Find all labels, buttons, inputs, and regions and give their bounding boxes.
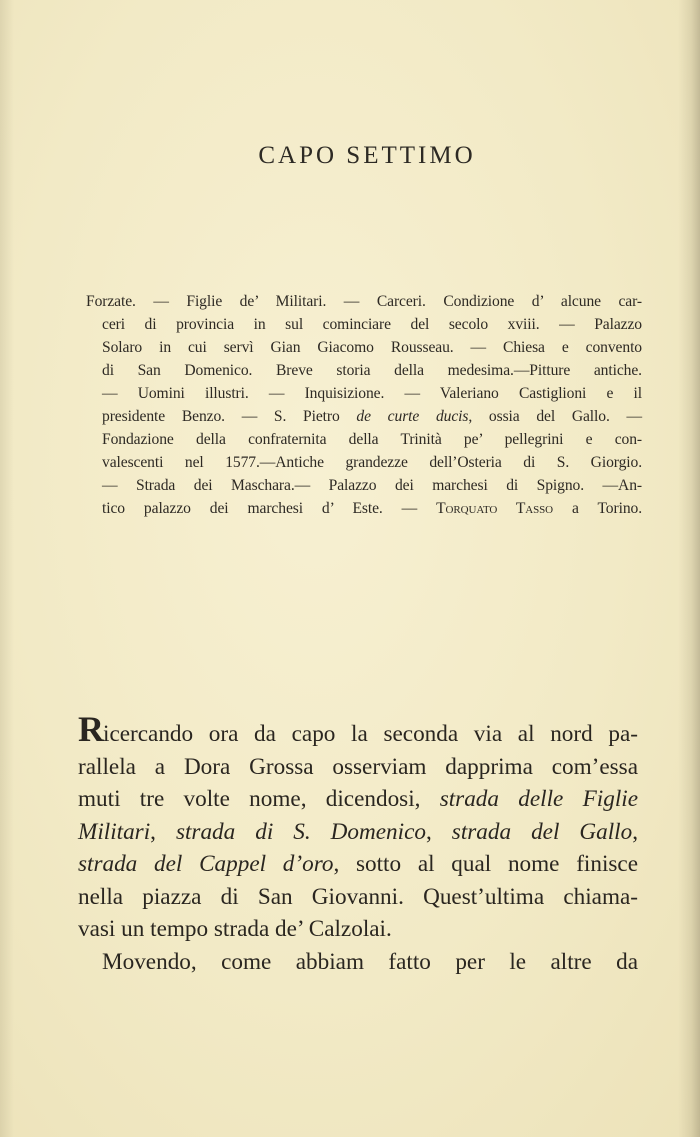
body-italic-street: strada delle Figlie <box>439 786 638 812</box>
body-line <box>78 816 638 849</box>
body-italic-street: Militari <box>78 818 151 845</box>
body-italic-street: strada di S. Domenico <box>175 818 426 845</box>
body-line <box>78 783 638 816</box>
summary-line: di San Domenico. Breve storia della medesima.—Pitture antiche. <box>102 362 642 379</box>
body-text: , <box>150 818 176 845</box>
summary-line: Fondazione della confraternita della Trinità pe’ pellegrini e con- <box>102 431 642 448</box>
chapter-title: CAPO SETTIMO <box>258 142 476 169</box>
body-line: Movendo, come abbiam fatto per le altre da <box>102 948 638 975</box>
body-line: nella piazza di San Giovanni. Quest’ultima chiama- <box>78 883 638 910</box>
summary-line: Forzate. — Figlie de’ Militari. — Carceri. Condizione d’ alcune car- <box>86 293 642 310</box>
summary-line: valescenti nel 1577.—Antiche grandezze dell’Osteria di S. Giorgio. <box>102 454 642 471</box>
page-edge-shadow <box>678 0 700 1137</box>
body-text: , <box>632 818 639 845</box>
body-paragraph <box>78 709 639 978</box>
summary-italic-phrase: de curte ducis <box>356 408 469 425</box>
summary-text: tico palazzo dei marchesi d’ Este. — <box>102 500 437 517</box>
body-text: icercando ora da capo la seconda via al nord pa- <box>103 721 638 747</box>
summary-smallcaps-name: Torquato Tasso <box>436 500 554 517</box>
summary-text: , ossia del Gallo. — <box>468 408 642 425</box>
body-text: muti tre volte nome, dicendosi, <box>78 786 440 812</box>
body-line: vasi un tempo strada de’ Calzolai. <box>78 916 392 942</box>
summary-line: Solaro in cui servì Gian Giacomo Rousseau. — Chiesa e convento <box>102 339 642 356</box>
body-line <box>78 709 638 751</box>
summary-text: a Torino. <box>553 500 643 517</box>
body-line: rallela a Dora Grossa osserviam dapprima com’essa <box>78 753 638 780</box>
summary-line <box>102 497 642 520</box>
chapter-summary <box>86 290 643 520</box>
summary-line: — Strada dei Maschara.— Palazzo dei marchesi di Spigno. —An- <box>102 477 642 494</box>
summary-line <box>102 405 642 428</box>
body-line <box>78 848 638 881</box>
summary-line: ceri di provincia in sul cominciare del secolo xviii. — Palazzo <box>102 316 642 333</box>
summary-line: — Uomini illustri. — Inquisizione. — Valeriano Castiglioni e il <box>102 385 642 402</box>
body-text: , <box>425 818 452 845</box>
body-italic-street: strada del Gallo <box>451 818 633 845</box>
drop-cap: R <box>78 709 103 749</box>
body-italic-street: strada del Cappel d’oro <box>78 851 334 877</box>
summary-text: presidente Benzo. — S. Pietro <box>102 408 357 425</box>
body-text: , sotto al qual nome finisce <box>333 851 638 877</box>
page-gutter-shadow <box>0 0 14 1137</box>
